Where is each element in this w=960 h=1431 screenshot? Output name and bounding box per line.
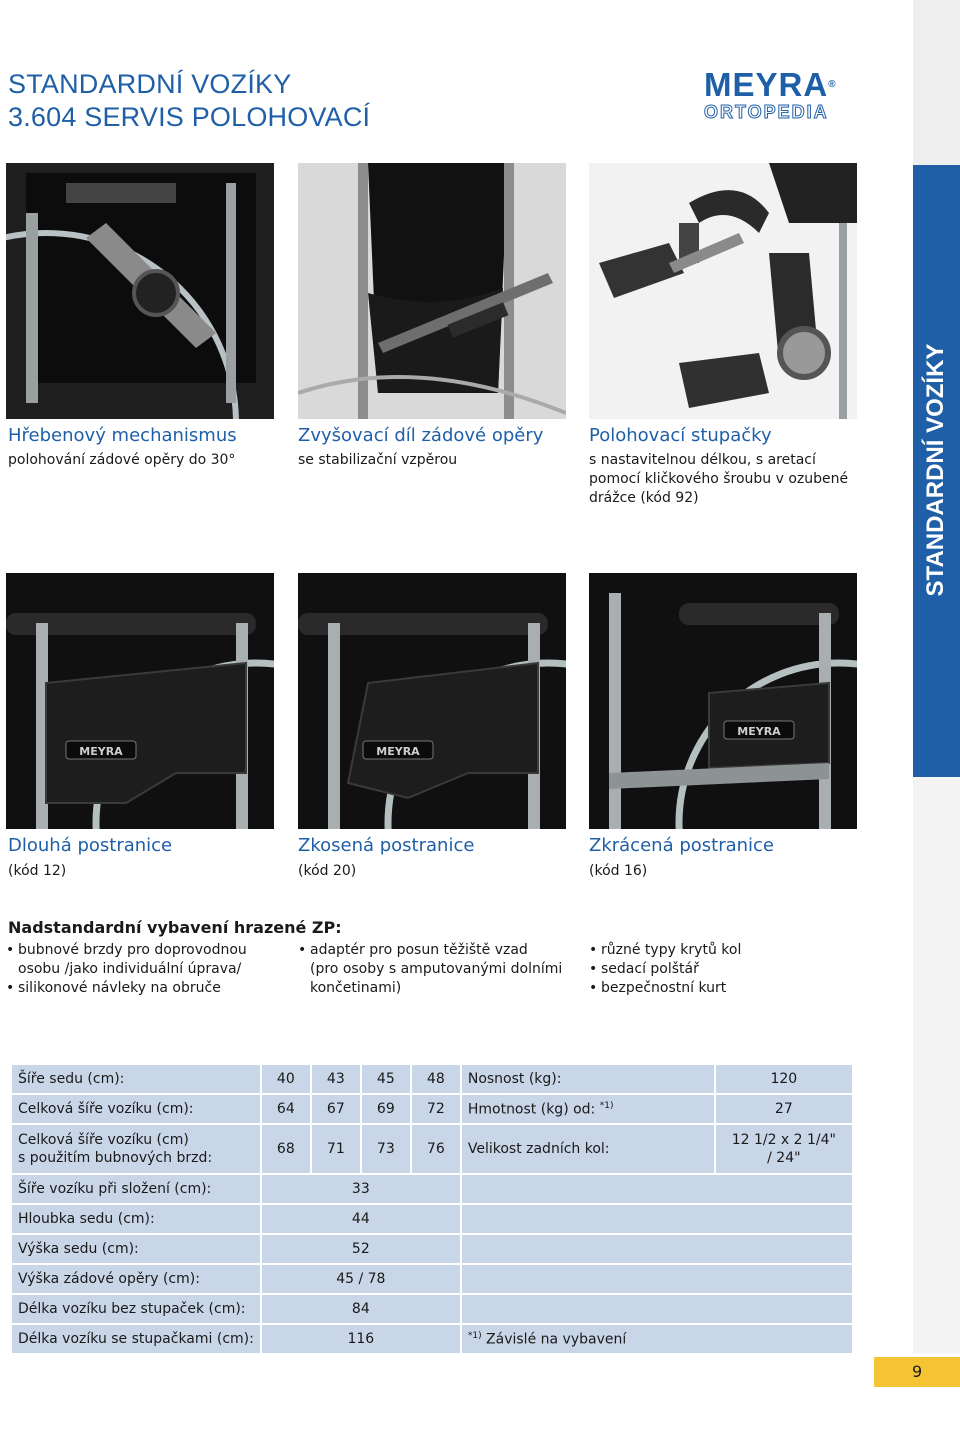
spec-label: Hmotnost (kg) od: $^{*1)}$ [462,1095,714,1123]
spec-value: 43 [312,1065,360,1093]
spec-value: 72 [412,1095,460,1123]
spec-label: Výška sedu (cm): [12,1235,260,1263]
list-item: • různé typy krytů kol [589,941,869,960]
page-number-tab [874,1357,960,1387]
photo-ratchet-mechanism [6,163,274,419]
spec-value: 120 [716,1065,852,1093]
page-title [8,68,370,134]
spec-value: 116 [262,1325,460,1353]
spec-value: 45 [362,1065,410,1093]
photo-beveled-armrest [298,573,566,829]
extras-list-3 [589,941,869,998]
side-strip-lower [913,777,960,1354]
spec-label: Délka vozíku bez stupaček (cm): [12,1295,260,1323]
list-item: • bezpečnostní kurt [589,979,869,998]
feature-text-footrests: s nastavitelnou délkou, s aretací pomocí kličkového šroubu v ozubené drážce (kód 92) [589,452,849,506]
spec-label: Celková šíře vozíku (cm): [12,1095,260,1123]
logo-registered-mark: ® [828,79,837,90]
feature-heading-backrest: Zvyšovací díl zádové opěry [298,425,544,446]
spec-empty [462,1295,852,1323]
armrest-badge-long: MEYRA [79,745,123,758]
table-row [12,1325,852,1353]
feature-text-backrest: se stabilizační vzpěrou [298,452,458,468]
logo-main-text: MEYRA [704,66,829,103]
spec-value: 68 [262,1125,310,1173]
list-item: • bubnové brzdy pro doprovodnou osobu /jako individuální úprava/ [6,941,286,979]
meyra-logo [704,68,862,122]
table-row [12,1095,852,1123]
spec-label: Šíře sedu (cm): [12,1065,260,1093]
armrest-badge-short: MEYRA [737,725,781,738]
footnote-mark: *1) [467,1330,482,1341]
armrest-heading-short: Zkrácená postranice [589,835,775,856]
spec-value: 33 [262,1175,460,1203]
feature-heading-ratchet: Hřebenový mechanismus [8,425,237,446]
armrest-heading-beveled: Zkosená postranice [298,835,475,856]
photo-short-armrest [589,573,857,829]
feature-text-ratchet: polohování zádové opěry do 30° [8,452,236,468]
photo-backrest-extension [298,163,566,419]
spec-label: Šíře vozíku při složení (cm): [12,1175,260,1203]
table-row [12,1265,852,1293]
spec-label: Celková šíře vozíku (cm) s použitím bubnových brzd: [12,1125,260,1173]
spec-value: 84 [262,1295,460,1323]
logo-sub-text: ORTOPEDIA [704,102,829,122]
spec-value: 45 / 78 [262,1265,460,1293]
spec-empty [462,1175,852,1203]
table-row [12,1295,852,1323]
spec-empty [462,1265,852,1293]
spec-value: 40 [262,1065,310,1093]
spec-value: 73 [362,1125,410,1173]
footnote [462,1325,852,1353]
table-row [12,1125,852,1173]
table-row [12,1205,852,1233]
list-item: • silikonové návleky na obruče [6,979,286,998]
title-line-2: 3.604 SERVIS POLOHOVACÍ [8,102,371,132]
list-item: • sedací polštář [589,960,869,979]
table-row [12,1065,852,1093]
spec-table [10,1063,854,1355]
title-line-1: STANDARDNÍ VOZÍKY [8,69,292,99]
spec-label: Délka vozíku se stupačkami (cm): [12,1325,260,1353]
table-row [12,1175,852,1203]
footnote-text: Závislé na vybavení [486,1331,627,1348]
extras-heading: Nadstandardní vybavení hrazené ZP: [8,918,342,937]
spec-label: Velikost zadních kol: [462,1125,714,1173]
spec-empty [462,1205,852,1233]
photo-footrests [589,163,857,419]
armrest-code-short: (kód 16) [589,863,648,879]
armrest-badge-beveled: MEYRA [376,745,420,758]
side-tab-label: STANDARDNÍ VOZÍKY [922,343,949,597]
extras-list-2 [298,941,588,998]
spec-value: 12 1/2 x 2 1/4" / 24" [716,1125,852,1173]
spec-value: 71 [312,1125,360,1173]
armrest-code-beveled: (kód 20) [298,863,357,879]
spec-value: 27 [716,1095,852,1123]
spec-value: 52 [262,1235,460,1263]
spec-value: 67 [312,1095,360,1123]
spec-value: 69 [362,1095,410,1123]
extras-list-1 [6,941,286,998]
feature-heading-footrests: Polohovací stupačky [589,425,772,446]
page-number: 9 [912,1362,923,1381]
table-row [12,1235,852,1263]
spec-label: Hloubka sedu (cm): [12,1205,260,1233]
armrest-heading-long: Dlouhá postranice [8,835,173,856]
spec-value: 76 [412,1125,460,1173]
weight-footnote-mark: *1) [599,1100,614,1111]
spec-value: 48 [412,1065,460,1093]
spec-value: 64 [262,1095,310,1123]
armrest-code-long: (kód 12) [8,863,67,879]
photo-long-armrest [6,573,274,829]
spec-empty [462,1235,852,1263]
spec-label: Nosnost (kg): [462,1065,714,1093]
spec-label: Výška zádové opěry (cm): [12,1265,260,1293]
spec-value: 44 [262,1205,460,1233]
list-item: • adaptér pro posun těžiště vzad (pro osoby s amputovanými dolními končetinami) [298,941,588,998]
